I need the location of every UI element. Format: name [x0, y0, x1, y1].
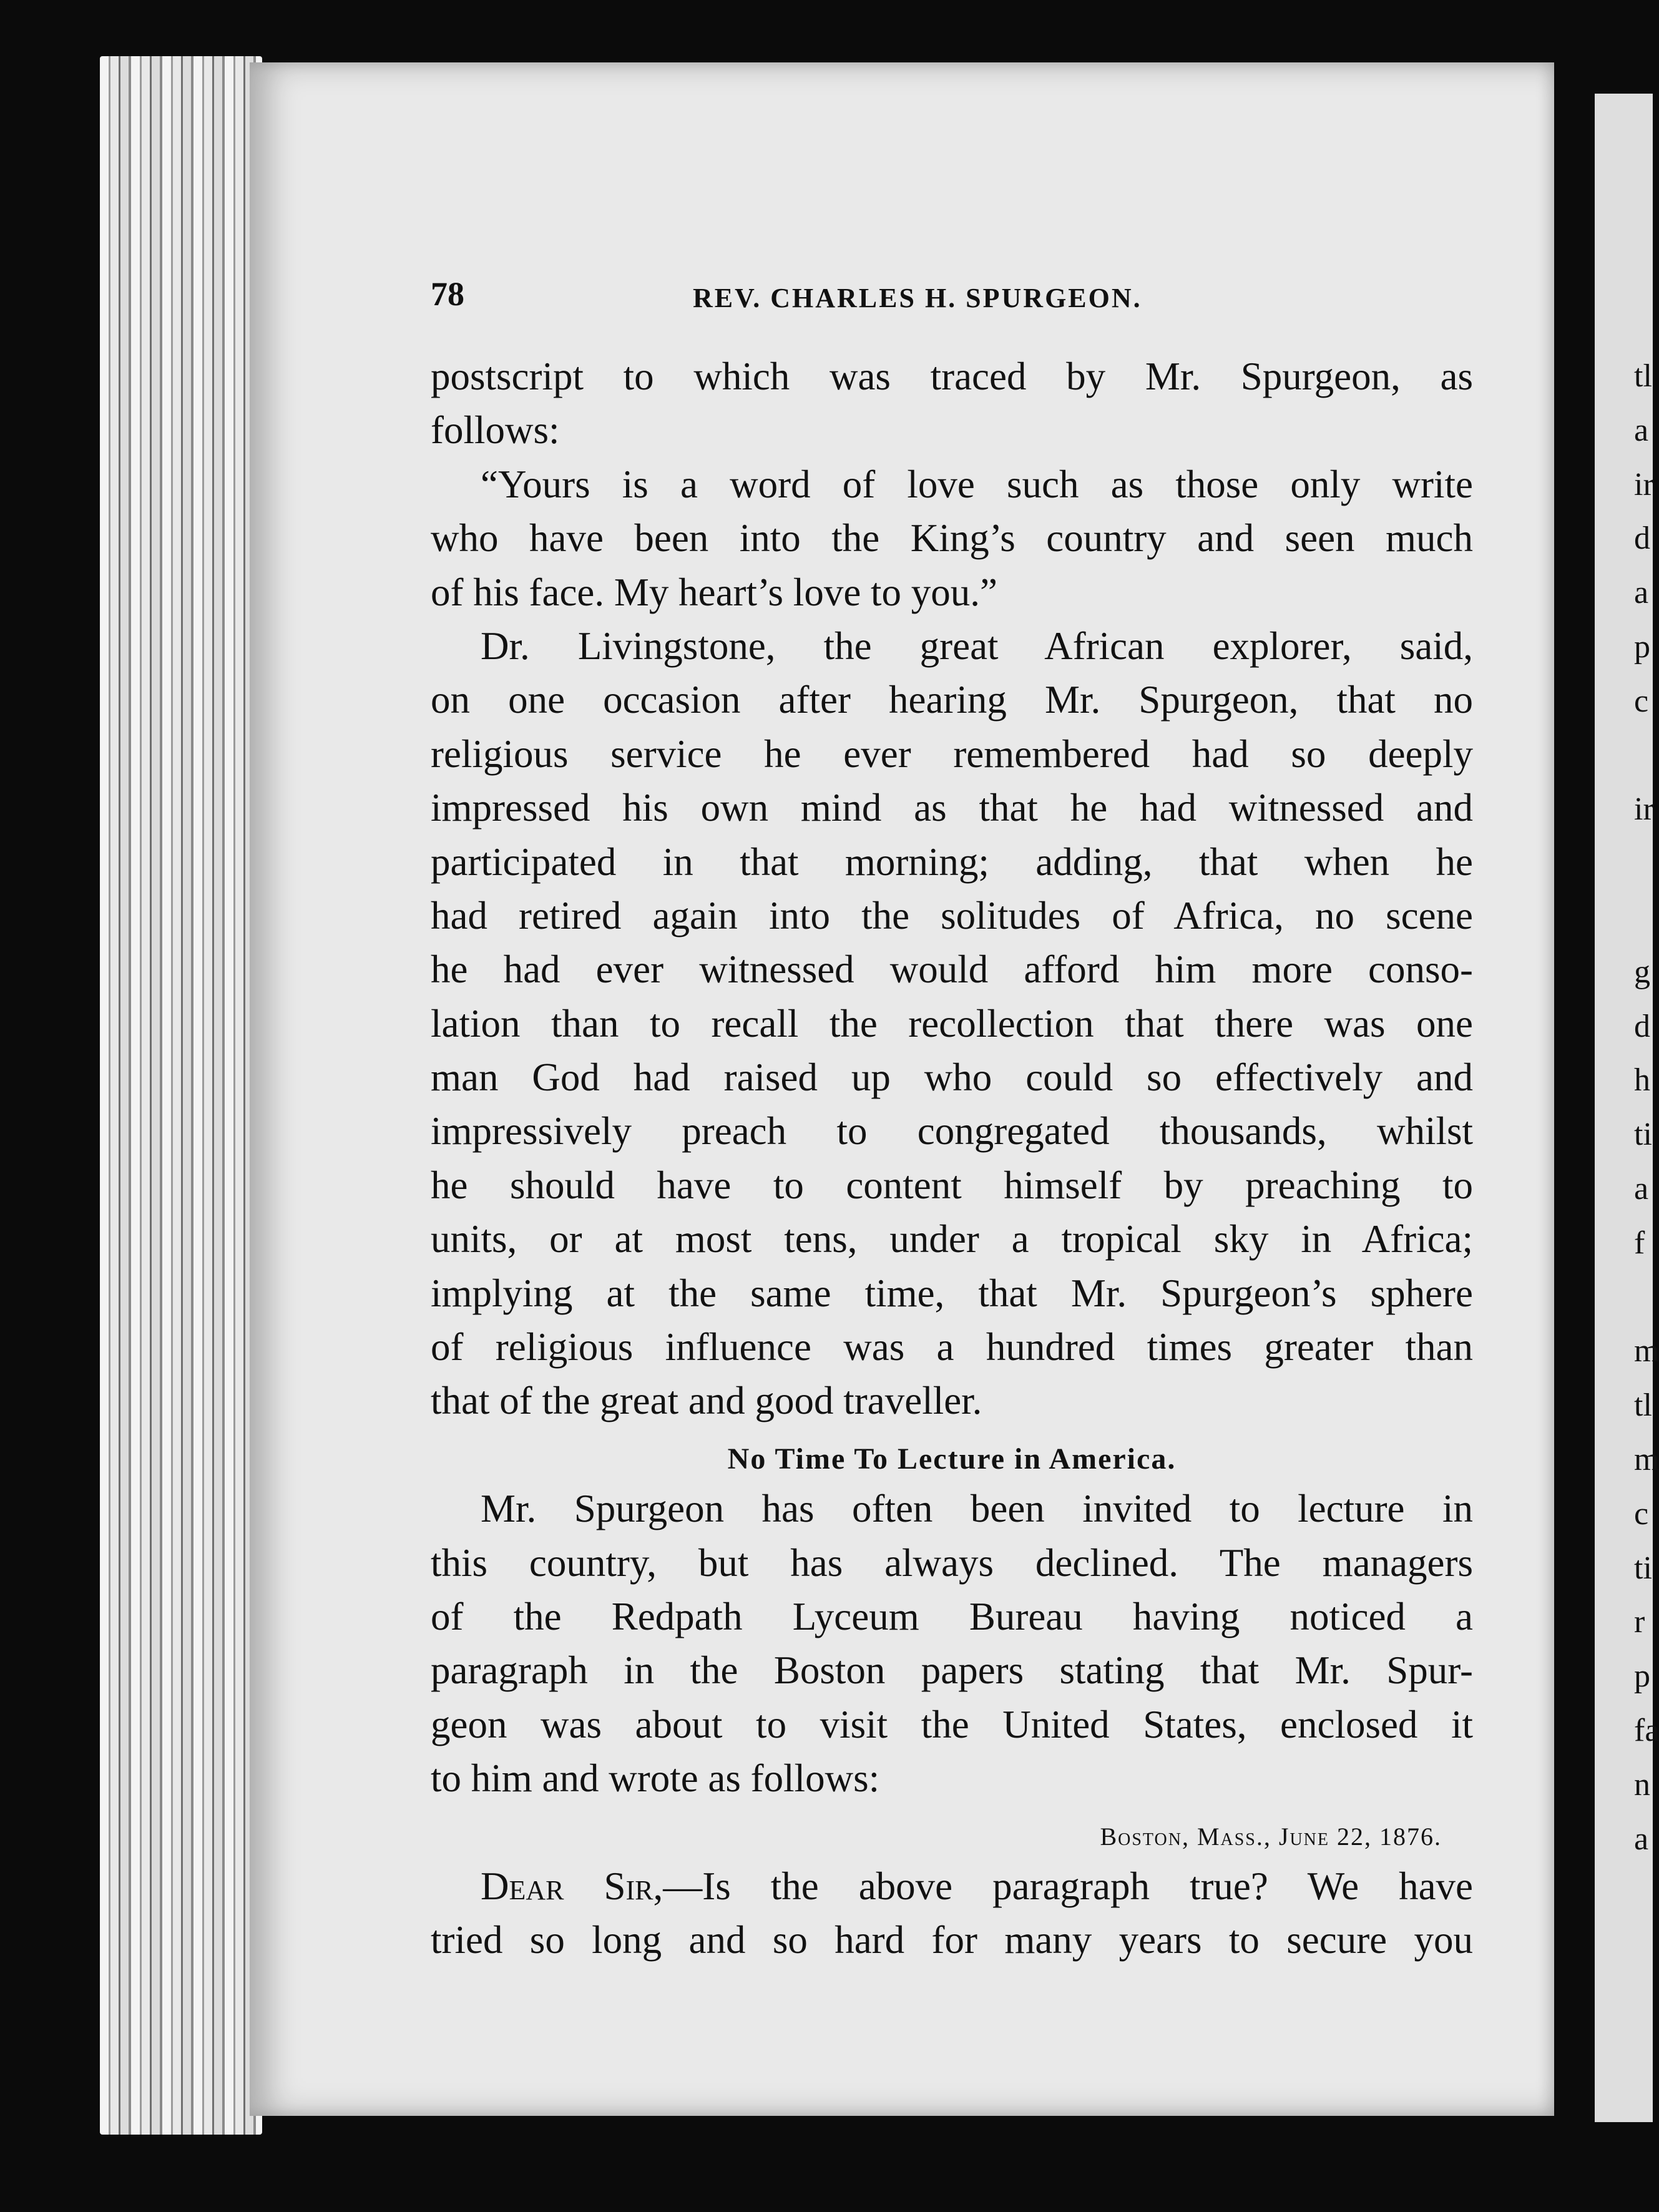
facing-page-fragment: p	[1634, 1658, 1650, 1695]
page-number: 78	[431, 275, 464, 313]
text-line: Mr. Spurgeon has often been invited to lecture in	[481, 1487, 1473, 1531]
facing-page-text	[1634, 350, 1659, 1866]
text-line: to him and wrote as follows:	[431, 1756, 880, 1801]
text-line: he had ever witnessed would afford him more conso-	[431, 947, 1473, 992]
facing-page-fragment: r	[1634, 1604, 1645, 1640]
text-line: geon was about to visit the United States, enclosed it	[431, 1702, 1473, 1746]
facing-page-fragment: c	[1634, 683, 1649, 719]
text-line: paragraph in the Boston papers stating that Mr. Spur-	[431, 1648, 1473, 1693]
text-line: follows:	[431, 408, 560, 453]
letter-salutation: Dear Sir,	[481, 1864, 663, 1908]
facing-page-fragment	[1634, 837, 1659, 891]
text-line: he should have to content himself by preaching to	[431, 1163, 1473, 1207]
text-line: lation than to recall the recollection that there was one	[431, 1001, 1473, 1045]
text-line: tried so long and so hard for many years to secure you	[431, 1918, 1473, 1962]
text-line: this country, but has always declined. The managers	[431, 1540, 1473, 1585]
page-header	[431, 275, 1251, 325]
text-line: on one occasion after hearing Mr. Spurgeon, that no	[431, 678, 1473, 722]
facing-page-fragment: ti	[1634, 1117, 1652, 1153]
facing-page-fragment: tl	[1634, 358, 1652, 394]
facing-page-fragment: tl	[1634, 1387, 1652, 1424]
text-line: of his face. My heart’s love to you.”	[431, 570, 997, 614]
facing-page-fragment: n	[1634, 1766, 1650, 1803]
text-line: man God had raised up who could so effectively and	[431, 1055, 1473, 1100]
facing-page-fragment: m	[1634, 1333, 1659, 1369]
facing-page-fragment: a	[1634, 1821, 1649, 1857]
facing-page-fragment: c	[1634, 1495, 1649, 1532]
text-line	[431, 1859, 1473, 1913]
text-line: implying at the same time, that Mr. Spurgeon’s sphere	[431, 1271, 1473, 1315]
facing-page-fragment	[1634, 891, 1659, 946]
running-head: REV. CHARLES H. SPURGEON.	[693, 283, 1142, 313]
book-page-edges	[100, 56, 262, 2135]
text-line: that of the great and good traveller.	[431, 1379, 982, 1423]
text-line: of the Redpath Lyceum Bureau having noticed a	[431, 1594, 1473, 1638]
text-line: impressed his own mind as that he had witnessed and	[431, 786, 1473, 830]
text-line: had retired again into the solitudes of Africa, no scene	[431, 893, 1473, 937]
facing-page-fragment: g	[1634, 954, 1650, 990]
facing-page-fragment: a	[1634, 1170, 1649, 1206]
body-text	[431, 350, 1473, 1967]
text-line: “Yours is a word of love such as those only write	[481, 462, 1473, 506]
facing-page-fragment: a	[1634, 575, 1649, 611]
text-line: who have been into the King’s country and seen much	[431, 516, 1473, 560]
facing-page-fragment: p	[1634, 629, 1650, 665]
letter-text: —Is the above paragraph true? We have	[663, 1864, 1473, 1908]
facing-page-fragment: m	[1634, 1441, 1659, 1477]
text-line: of religious influence was a hundred times greater than	[431, 1325, 1473, 1369]
facing-page-fragment: ir	[1634, 466, 1654, 502]
text-line: postscript to which was traced by Mr. Spurgeon, as	[431, 355, 1473, 398]
facing-page-fragment: h	[1634, 1062, 1650, 1099]
facing-page-fragment	[1634, 1271, 1659, 1325]
text-line: religious service he ever remembered had so deeply	[431, 732, 1473, 776]
facing-page-fragment: ti	[1634, 1550, 1652, 1586]
facing-page-fragment	[1634, 729, 1659, 783]
facing-page-fragment: d	[1634, 521, 1650, 557]
facing-page-fragment: ir	[1634, 791, 1654, 828]
facing-page-fragment: a	[1634, 412, 1649, 448]
facing-page-fragment: f	[1634, 1225, 1645, 1261]
letter-dateline: Boston, Mass., June 22, 1876.	[1100, 1822, 1442, 1851]
text-line: participated in that morning; adding, that when he	[431, 839, 1473, 884]
text-line: units, or at most tens, under a tropical sky in Africa;	[431, 1217, 1473, 1261]
facing-page-fragment: d	[1634, 1008, 1650, 1044]
text-line: impressively preach to congregated thousands, whilst	[431, 1109, 1473, 1153]
section-subheading: No Time To Lecture in America.	[727, 1442, 1177, 1475]
facing-page-fragment: fa	[1634, 1712, 1659, 1748]
text-line: Dr. Livingstone, the great African explorer, said,	[481, 624, 1473, 668]
